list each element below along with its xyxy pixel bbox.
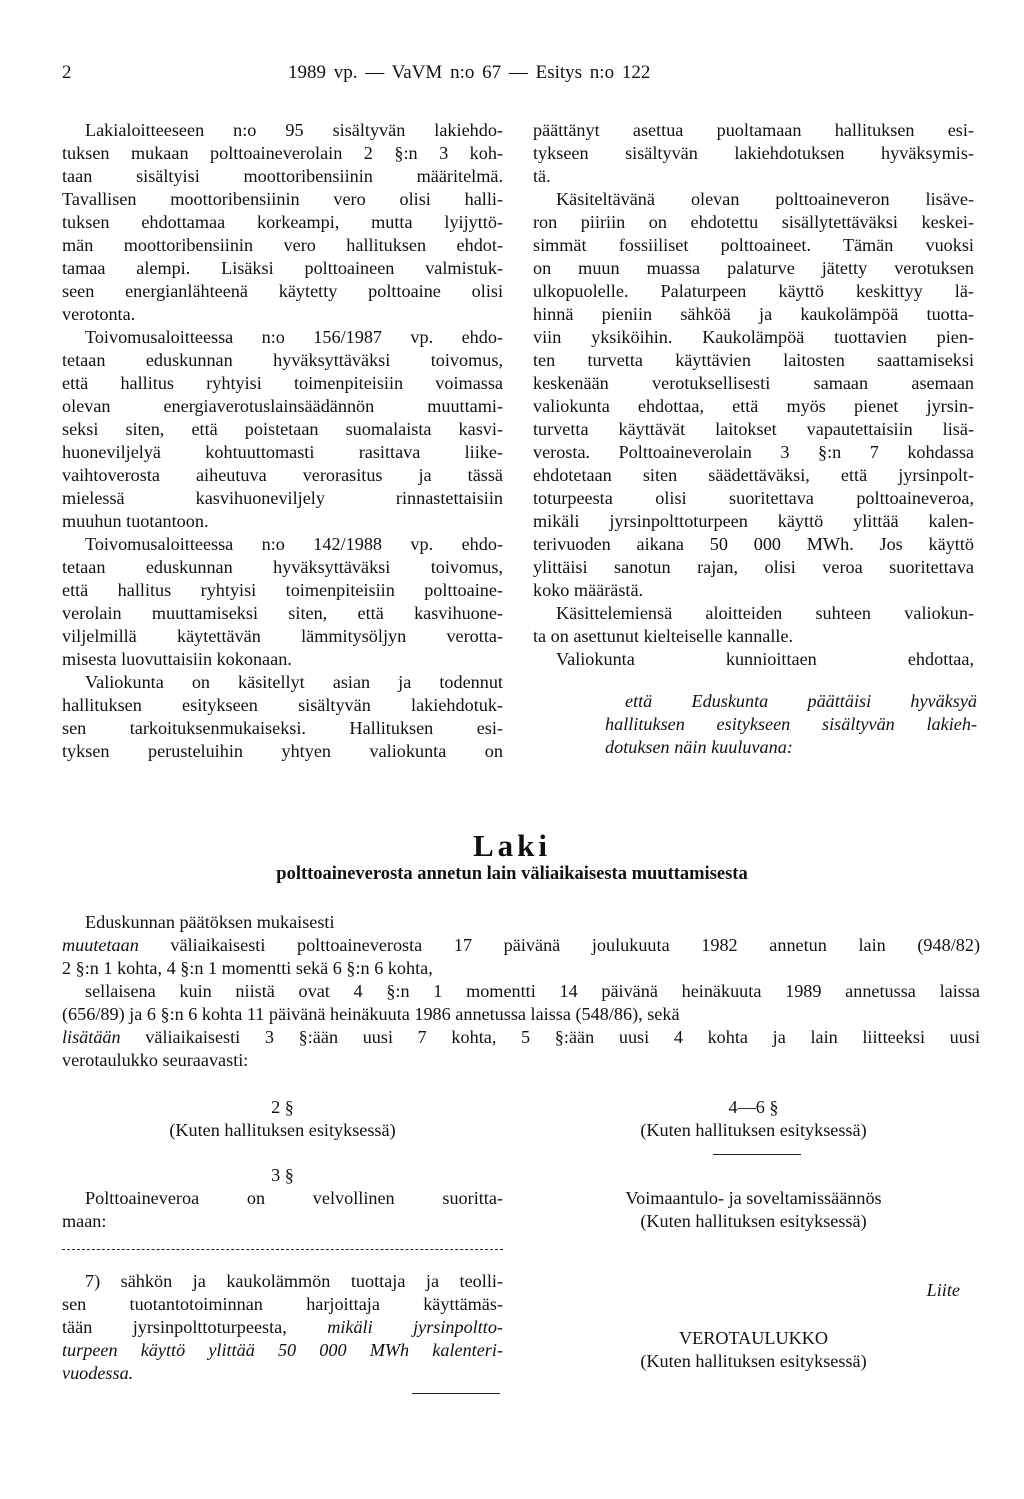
text-line: hinnä pieniin sähköä ja kaukolämpöä tuotta- [533,304,974,324]
text-line: muuhun tuotantoon. [62,511,209,531]
text-line: että hallitus ryhtyisi toimenpiteisiin polttoaine- [62,580,503,600]
text-line: ten turvetta käyttävien laitosten saattamiseksi [533,350,974,370]
entry-into-force [533,1187,974,1233]
text-line: sen tarkoituksenmukaiseksi. Hallituksen esi- [62,718,503,738]
text-line: turvetta käyttävät laitokset vapautettaisiin lisä- [533,419,974,439]
amend-line-1: muutetaan väliaikaisesti polttoaineverosta 17 päivänä joulukuuta 1982 annetun lain (948/82) [62,935,980,955]
add-line-1: lisätään väliaikaisesti 3 §:ään uusi 7 kohta, 5 §:ään uusi 4 kohta ja lain liitteeksi uusi [62,1027,980,1047]
appendix-title: VEROTAULUKKO [678,1328,829,1348]
text-line: tamaa alempi. Lisäksi polttoaineen valmistuk- [62,258,503,278]
enactment-intro: Eduskunnan päätöksen mukaisesti [85,912,335,932]
section-3 [62,1164,503,1233]
text-line: Valiokunta kunnioittaen ehdottaa, [556,649,974,669]
appendix-text: (Kuten hallituksen esityksessä) [640,1351,867,1371]
text-line: verotonta. [62,304,136,324]
left-column-text [62,119,503,763]
section-2-text: (Kuten hallituksen esityksessä) [169,1120,396,1140]
text-line: tykseen sisältyvän lakiehdotuksen hyväksymis- [533,143,974,163]
proposal-line: hallituksen esitykseen sisältyvän lakieh- [605,714,977,734]
item-7-line-3: tään jyrsinpolttoturpeesta, mikäli jyrsinpoltto- [62,1317,503,1337]
enactment-clause [62,911,980,1072]
text-line: tä. [533,166,551,186]
law-subtitle: polttoaineverosta annetun lain väliaikaisesta muuttamisesta [276,864,748,884]
text-line: ta on asettunut kielteiselle kannalle. [533,626,794,646]
text-line: koko määrästä. [533,580,644,600]
text-line: verosta. Polttoaineverolain 3 §:n 7 kohdassa [533,442,974,462]
text-line: tetaan eduskunnan hyväksyttäväksi toivomus, [62,350,503,370]
running-title: 1989 vp. — VaVM n:o 67 — Esitys n:o 122 [288,62,651,83]
text-line: seen energianlähteenä käytetty polttoaine olisi [62,281,503,301]
add-line-2: verotaulukko seuraavasti: [62,1050,249,1070]
amend-line-2: 2 §:n 1 kohta, 4 §:n 1 momentti sekä 6 §:n 6 kohta, [62,958,433,978]
text-line: olevan energiaverotuslainsäädännön muuttami- [62,396,503,416]
text-line: mielessä kasvihuoneviljely rinnastettaisiin [62,488,503,508]
proposal-line: että Eduskunta päättäisi hyväksyä [625,691,977,711]
entry-text: (Kuten hallituksen esityksessä) [640,1211,867,1231]
end-rule-left [412,1393,500,1394]
text-line: terivuoden aikana 50 000 MWh. Jos käyttö [533,534,974,554]
text-line: Toivomusaloitteessa n:o 156/1987 vp. ehdo- [85,327,503,347]
text-line: verolain muuttamiseksi siten, että kasvihuone- [62,603,503,623]
text-line: Toivomusaloitteessa n:o 142/1988 vp. ehdo- [85,534,503,554]
text-line: simmät fossiiliset polttoaineet. Tämän vuoksi [533,235,974,255]
text-line: Lakialoitteeseen n:o 95 sisältyvän lakiehdo- [85,120,503,140]
text-line: hallituksen esitykseen sisältyvän lakiehdotuk- [62,695,503,715]
section-3-line-1: Polttoaineveroa on velvollinen suoritta- [85,1188,503,1208]
text-line: on muun muassa palaturve jätetty verotuksen [533,258,974,278]
sections-4-6-heading: 4—6 § [728,1097,779,1117]
section-3-line-2: maan: [62,1211,107,1231]
item-7-line-5: vuodessa. [62,1363,134,1383]
section-3-heading: 3 § [271,1165,294,1185]
text-line: tuksen mukaan polttoaineverolain 2 §:n 3 koh- [62,143,503,163]
item-7-line-1: 7) sähkön ja kaukolämmön tuottaja ja teolli- [85,1271,503,1291]
item-7-line-2: sen tuotantotoiminnan harjoittaja käyttämäs- [62,1294,503,1314]
text-line: ron piiriin on ehdotettu sisällytettäväksi keskei- [533,212,974,232]
text-line: taan sisältyisi moottoribensiinin määritelmä. [62,166,503,186]
text-line: viin yksiköihin. Kaukolämpöä tuottavien pien- [533,327,974,347]
amend-line-3: sellaisena kuin niistä ovat 4 §:n 1 momentti 14 päivänä heinäkuuta 1989 annetussa laissa [85,981,980,1001]
text-line: keskenään verotuksellisesti samaan asemaan [533,373,974,393]
text-line: toturpeesta olisi suoritettava polttoaineveroa, [533,488,974,508]
text-line: Käsittelemiensä aloitteiden suhteen valiokun- [556,603,974,623]
sections-4-6-text: (Kuten hallituksen esityksessä) [640,1120,867,1140]
text-line: mikäli jyrsinpolttoturpeen käyttö ylittää kalen- [533,511,974,531]
appendix-label: Liite [926,1280,960,1300]
omission-dashes [62,1249,503,1251]
text-line: Valiokunta on käsitellyt asian ja todennut [85,672,503,692]
text-line: että hallitus ryhtyisi toimenpiteisiin voimassa [62,373,503,393]
text-line: tetaan eduskunnan hyväksyttäväksi toivomus, [62,557,503,577]
section-2 [62,1096,503,1142]
committee-proposal [605,690,977,759]
page-number: 2 [62,62,72,83]
sections-4-6 [533,1096,974,1142]
text-line: päättänyt asettua puoltamaan hallituksen esi- [533,120,974,140]
text-line: Käsiteltävänä olevan polttoaineveron lisäve- [556,189,974,209]
text-line: seksi siten, että poistetaan suomalaista kasvi- [62,419,503,439]
text-line: tyksen perusteluihin yhtyen valiokunta on [62,741,503,761]
section-2-heading: 2 § [271,1097,294,1117]
text-line: Tavallisen moottoribensiinin vero olisi halli- [62,189,503,209]
right-column-text [533,119,974,671]
appendix [533,1327,974,1373]
amend-line-4: (656/89) ja 6 §:n 6 kohta 11 päivänä heinäkuuta 1986 annetussa laissa (548/86), sekä [62,1004,680,1024]
law-title: Laki [472,828,552,863]
text-line: tuksen ehdottamaa korkeampi, mutta lyijyttö- [62,212,503,232]
text-line: valiokunta ehdottaa, että myös pienet jyrsin- [533,396,974,416]
text-line: ulkopuolelle. Palaturpeen käyttö keskittyy lä- [533,281,974,301]
entry-heading: Voimaantulo- ja soveltamissäännös [625,1188,882,1208]
separator-rule-right [713,1154,801,1155]
text-line: ylittäisi sanotun rajan, olisi veroa suoritettava [533,557,974,577]
text-line: ehdotetaan siten säädettäväksi, että jyrsinpolt- [533,465,974,485]
text-line: vaihtoverosta aiheutuva verorasitus ja tässä [62,465,503,485]
text-line: män moottoribensiinin vero hallituksen ehdot- [62,235,503,255]
section-3-item-7 [62,1270,503,1385]
text-line: huoneviljelyä kohtuuttomasti rasittava liike- [62,442,503,462]
proposal-line: dotuksen näin kuuluvana: [605,737,793,757]
text-line: viljelmillä käytettävän lämmitysöljyn verotta- [62,626,503,646]
text-line: misesta luovuttaisiin kokonaan. [62,649,292,669]
item-7-line-4: turpeen käyttö ylittää 50 000 MWh kalenteri- [62,1340,503,1360]
